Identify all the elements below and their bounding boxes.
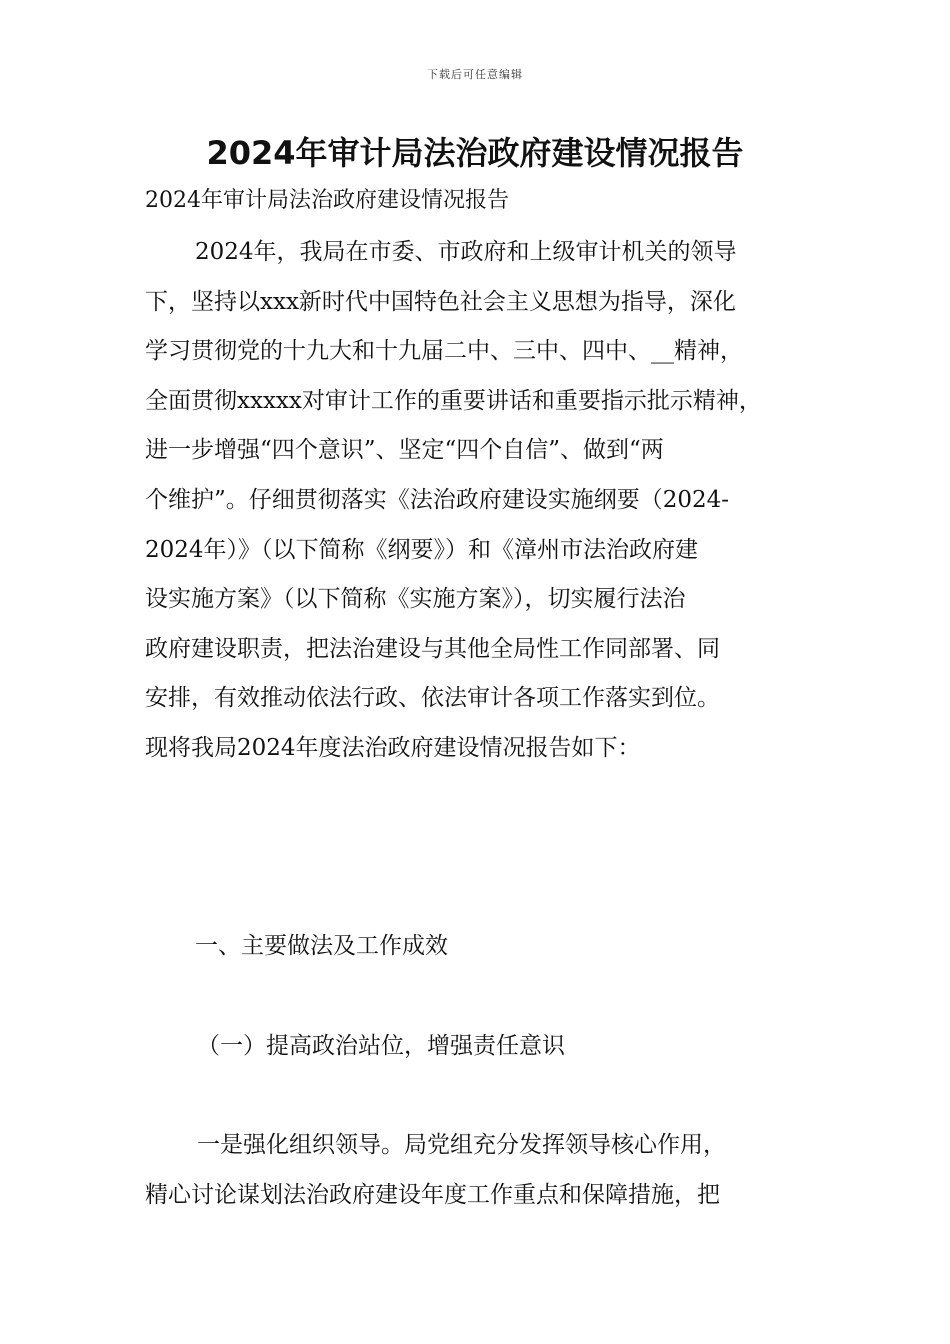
document-subtitle: 2024年审计局法治政府建设情况报告 bbox=[145, 188, 509, 213]
section-heading-1-1: （一）提高政治站位，增强责任意识 bbox=[197, 1033, 565, 1059]
header-note: 下载后可任意编辑 bbox=[427, 68, 523, 81]
document-title: 2024年审计局法治政府建设情况报告 bbox=[206, 134, 744, 172]
intro-line: 进一步增强“四个意识”、坚定“四个自信”、做到“两 bbox=[145, 437, 664, 464]
section-heading-1: 一、主要做法及工作成效 bbox=[195, 933, 448, 959]
intro-line: 政府建设职责，把法治建设与其他全局性工作同部署、同 bbox=[145, 635, 720, 662]
intro-line: 2024年）》（以下简称《纲要》）和《漳州市法治政府建 bbox=[145, 536, 699, 563]
body-paragraph bbox=[145, 1121, 815, 1220]
intro-line: 设实施方案》（以下简称《实施方案》），切实履行法治 bbox=[145, 586, 686, 613]
intro-line: 个维护”。仔细贯彻落实《法治政府建设实施纲要（2024- bbox=[145, 486, 730, 513]
intro-line: 现将我局2024年度法治政府建设情况报告如下： bbox=[145, 734, 641, 761]
intro-paragraph bbox=[145, 228, 815, 774]
body-line: 精心讨论谋划法治政府建设年度工作重点和保障措施，把 bbox=[145, 1181, 720, 1208]
intro-line: 2024年，我局在市委、市政府和上级审计机关的领导 bbox=[195, 239, 737, 265]
intro-line: 安排，有效推动依法行政、依法审计各项工作落实到位。 bbox=[145, 685, 720, 712]
intro-line: 学习贯彻党的十九大和十九届二中、三中、四中、__精神， bbox=[145, 338, 743, 365]
intro-line: 全面贯彻xxxxx对审计工作的重要讲话和重要指示批示精神， bbox=[145, 387, 762, 414]
body-line: 一是强化组织领导。局党组充分发挥领导核心作用， bbox=[197, 1132, 726, 1158]
intro-line: 下，坚持以xxx新时代中国特色社会主义思想为指导，深化 bbox=[145, 288, 736, 315]
